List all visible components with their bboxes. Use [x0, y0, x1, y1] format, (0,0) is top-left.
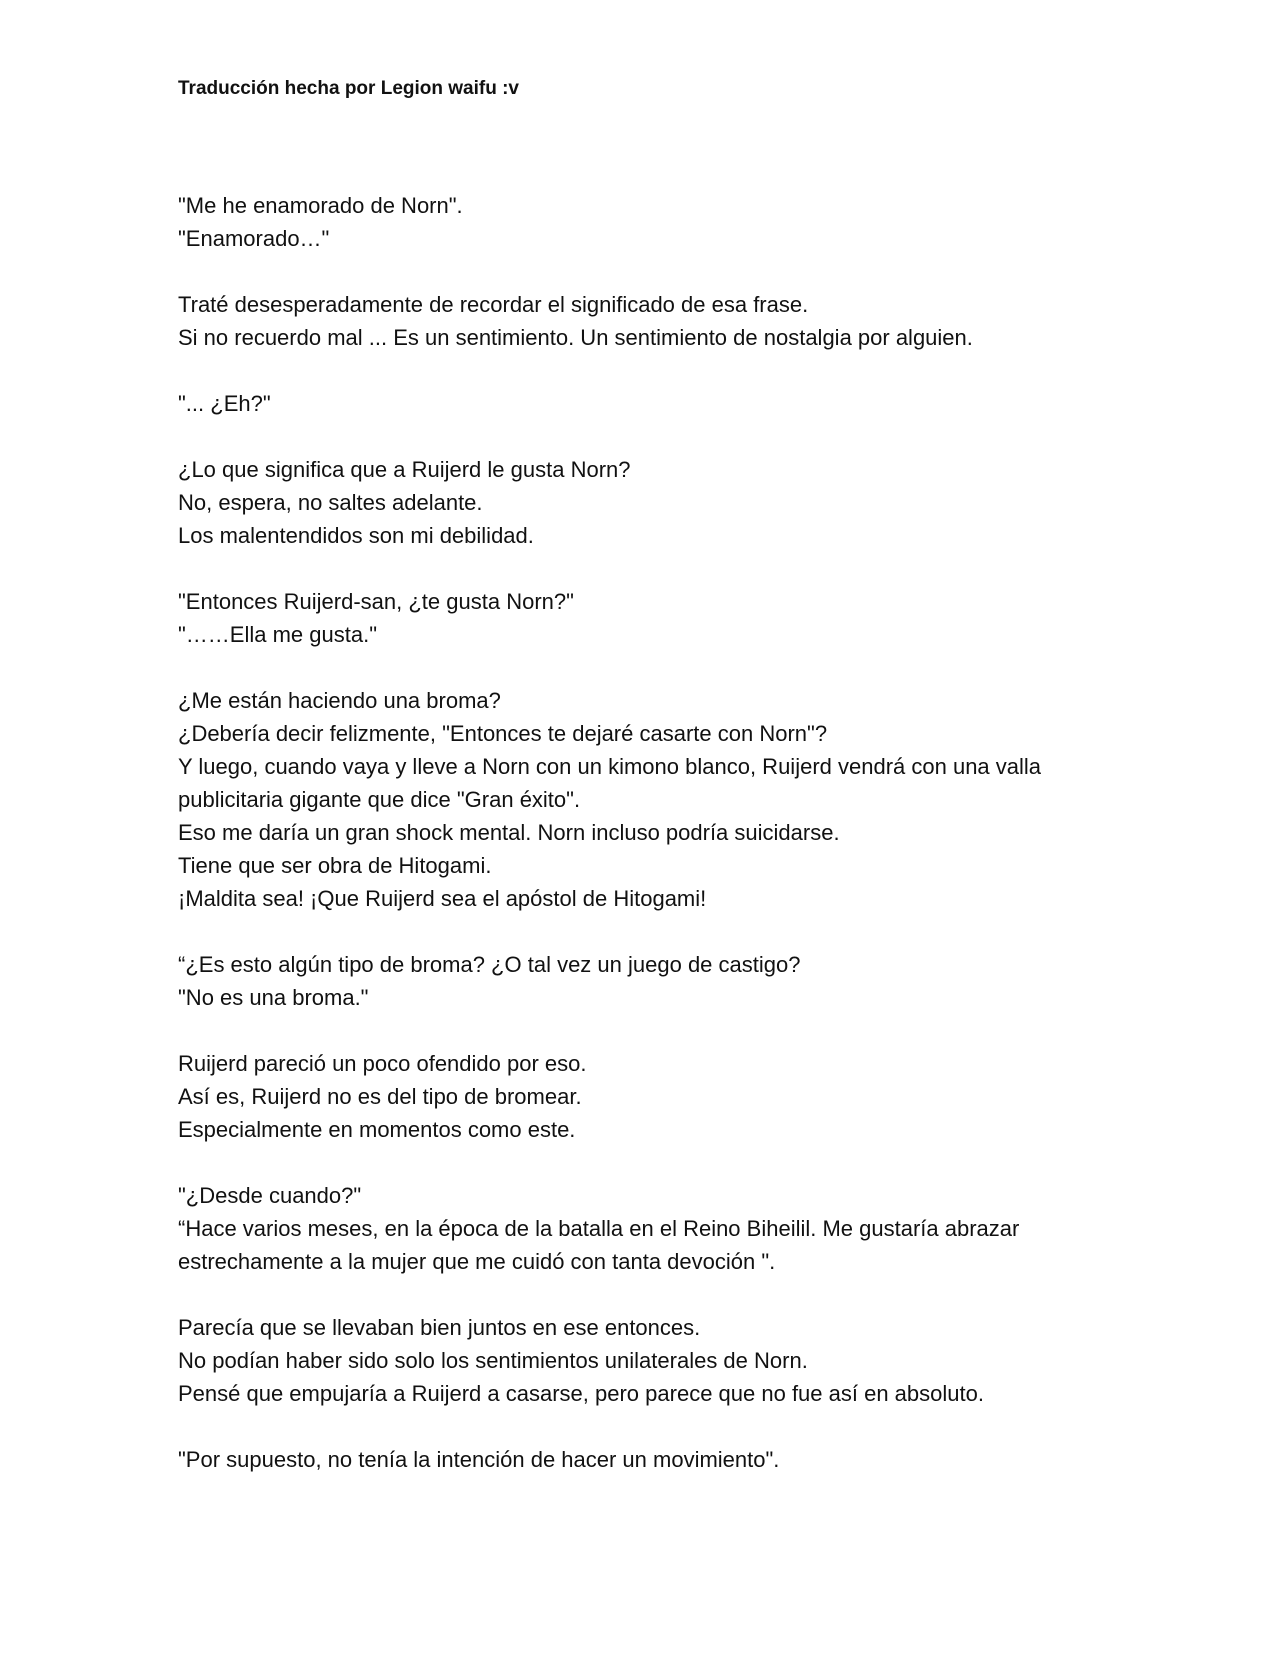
text-line: "Enamorado…"	[178, 226, 330, 251]
text-line: No, espera, no saltes adelante.	[178, 490, 483, 515]
text-line: "... ¿Eh?"	[178, 391, 271, 416]
paragraph	[178, 585, 1178, 651]
paragraph	[178, 453, 1178, 552]
text-line: Los malentendidos son mi debilidad.	[178, 523, 534, 548]
translation-credit: Traducción hecha por Legion waifu :v	[178, 78, 519, 99]
paragraph	[178, 684, 1178, 915]
paragraph	[178, 1047, 1178, 1146]
text-line: “¿Es esto algún tipo de broma? ¿O tal vez un juego de castigo?	[178, 952, 801, 977]
text-line: Así es, Ruijerd no es del tipo de bromear.	[178, 1084, 582, 1109]
text-line: ¡Maldita sea! ¡Que Ruijerd sea el apóstol de Hitogami!	[178, 886, 707, 911]
paragraph	[178, 1311, 1178, 1410]
text-line: ¿Lo que significa que a Ruijerd le gusta Norn?	[178, 457, 631, 482]
text-line: Pensé que empujaría a Ruijerd a casarse, pero parece que no fue así en absoluto.	[178, 1381, 984, 1406]
paragraph	[178, 1179, 1178, 1278]
text-line: "Por supuesto, no tenía la intención de hacer un movimiento".	[178, 1447, 780, 1472]
text-line: ¿Debería decir felizmente, "Entonces te dejaré casarte con Norn"?	[178, 721, 828, 746]
text-line: Traté desesperadamente de recordar el significado de esa frase.	[178, 292, 809, 317]
text-line: Ruijerd pareció un poco ofendido por eso.	[178, 1051, 587, 1076]
text-line: estrechamente a la mujer que me cuidó con tanta devoción ".	[178, 1249, 776, 1274]
document-page	[178, 72, 1178, 1509]
text-line: "Me he enamorado de Norn".	[178, 193, 463, 218]
text-line: Especialmente en momentos como este.	[178, 1117, 576, 1142]
paragraph	[178, 189, 1178, 255]
text-line: "No es una broma."	[178, 985, 369, 1010]
paragraph	[178, 948, 1178, 1014]
text-line: "……Ella me gusta."	[178, 622, 378, 647]
text-line: "¿Desde cuando?"	[178, 1183, 362, 1208]
text-line: “Hace varios meses, en la época de la batalla en el Reino Biheilil. Me gustaría abrazar	[178, 1216, 1020, 1241]
paragraph	[178, 288, 1178, 354]
text-line: Eso me daría un gran shock mental. Norn incluso podría suicidarse.	[178, 820, 840, 845]
text-line: No podían haber sido solo los sentimientos unilaterales de Norn.	[178, 1348, 808, 1373]
text-line: publicitaria gigante que dice "Gran éxito".	[178, 787, 581, 812]
text-line: Si no recuerdo mal ... Es un sentimiento. Un sentimiento de nostalgia por alguien.	[178, 325, 973, 350]
paragraph	[178, 1443, 1178, 1476]
text-line: Y luego, cuando vaya y lleve a Norn con un kimono blanco, Ruijerd vendrá con una valla	[178, 754, 1042, 779]
text-line: Tiene que ser obra de Hitogami.	[178, 853, 492, 878]
text-line: ¿Me están haciendo una broma?	[178, 688, 501, 713]
text-line: "Entonces Ruijerd-san, ¿te gusta Norn?"	[178, 589, 574, 614]
document-body	[178, 189, 1178, 1476]
paragraph	[178, 387, 1178, 420]
text-line: Parecía que se llevaban bien juntos en ese entonces.	[178, 1315, 701, 1340]
